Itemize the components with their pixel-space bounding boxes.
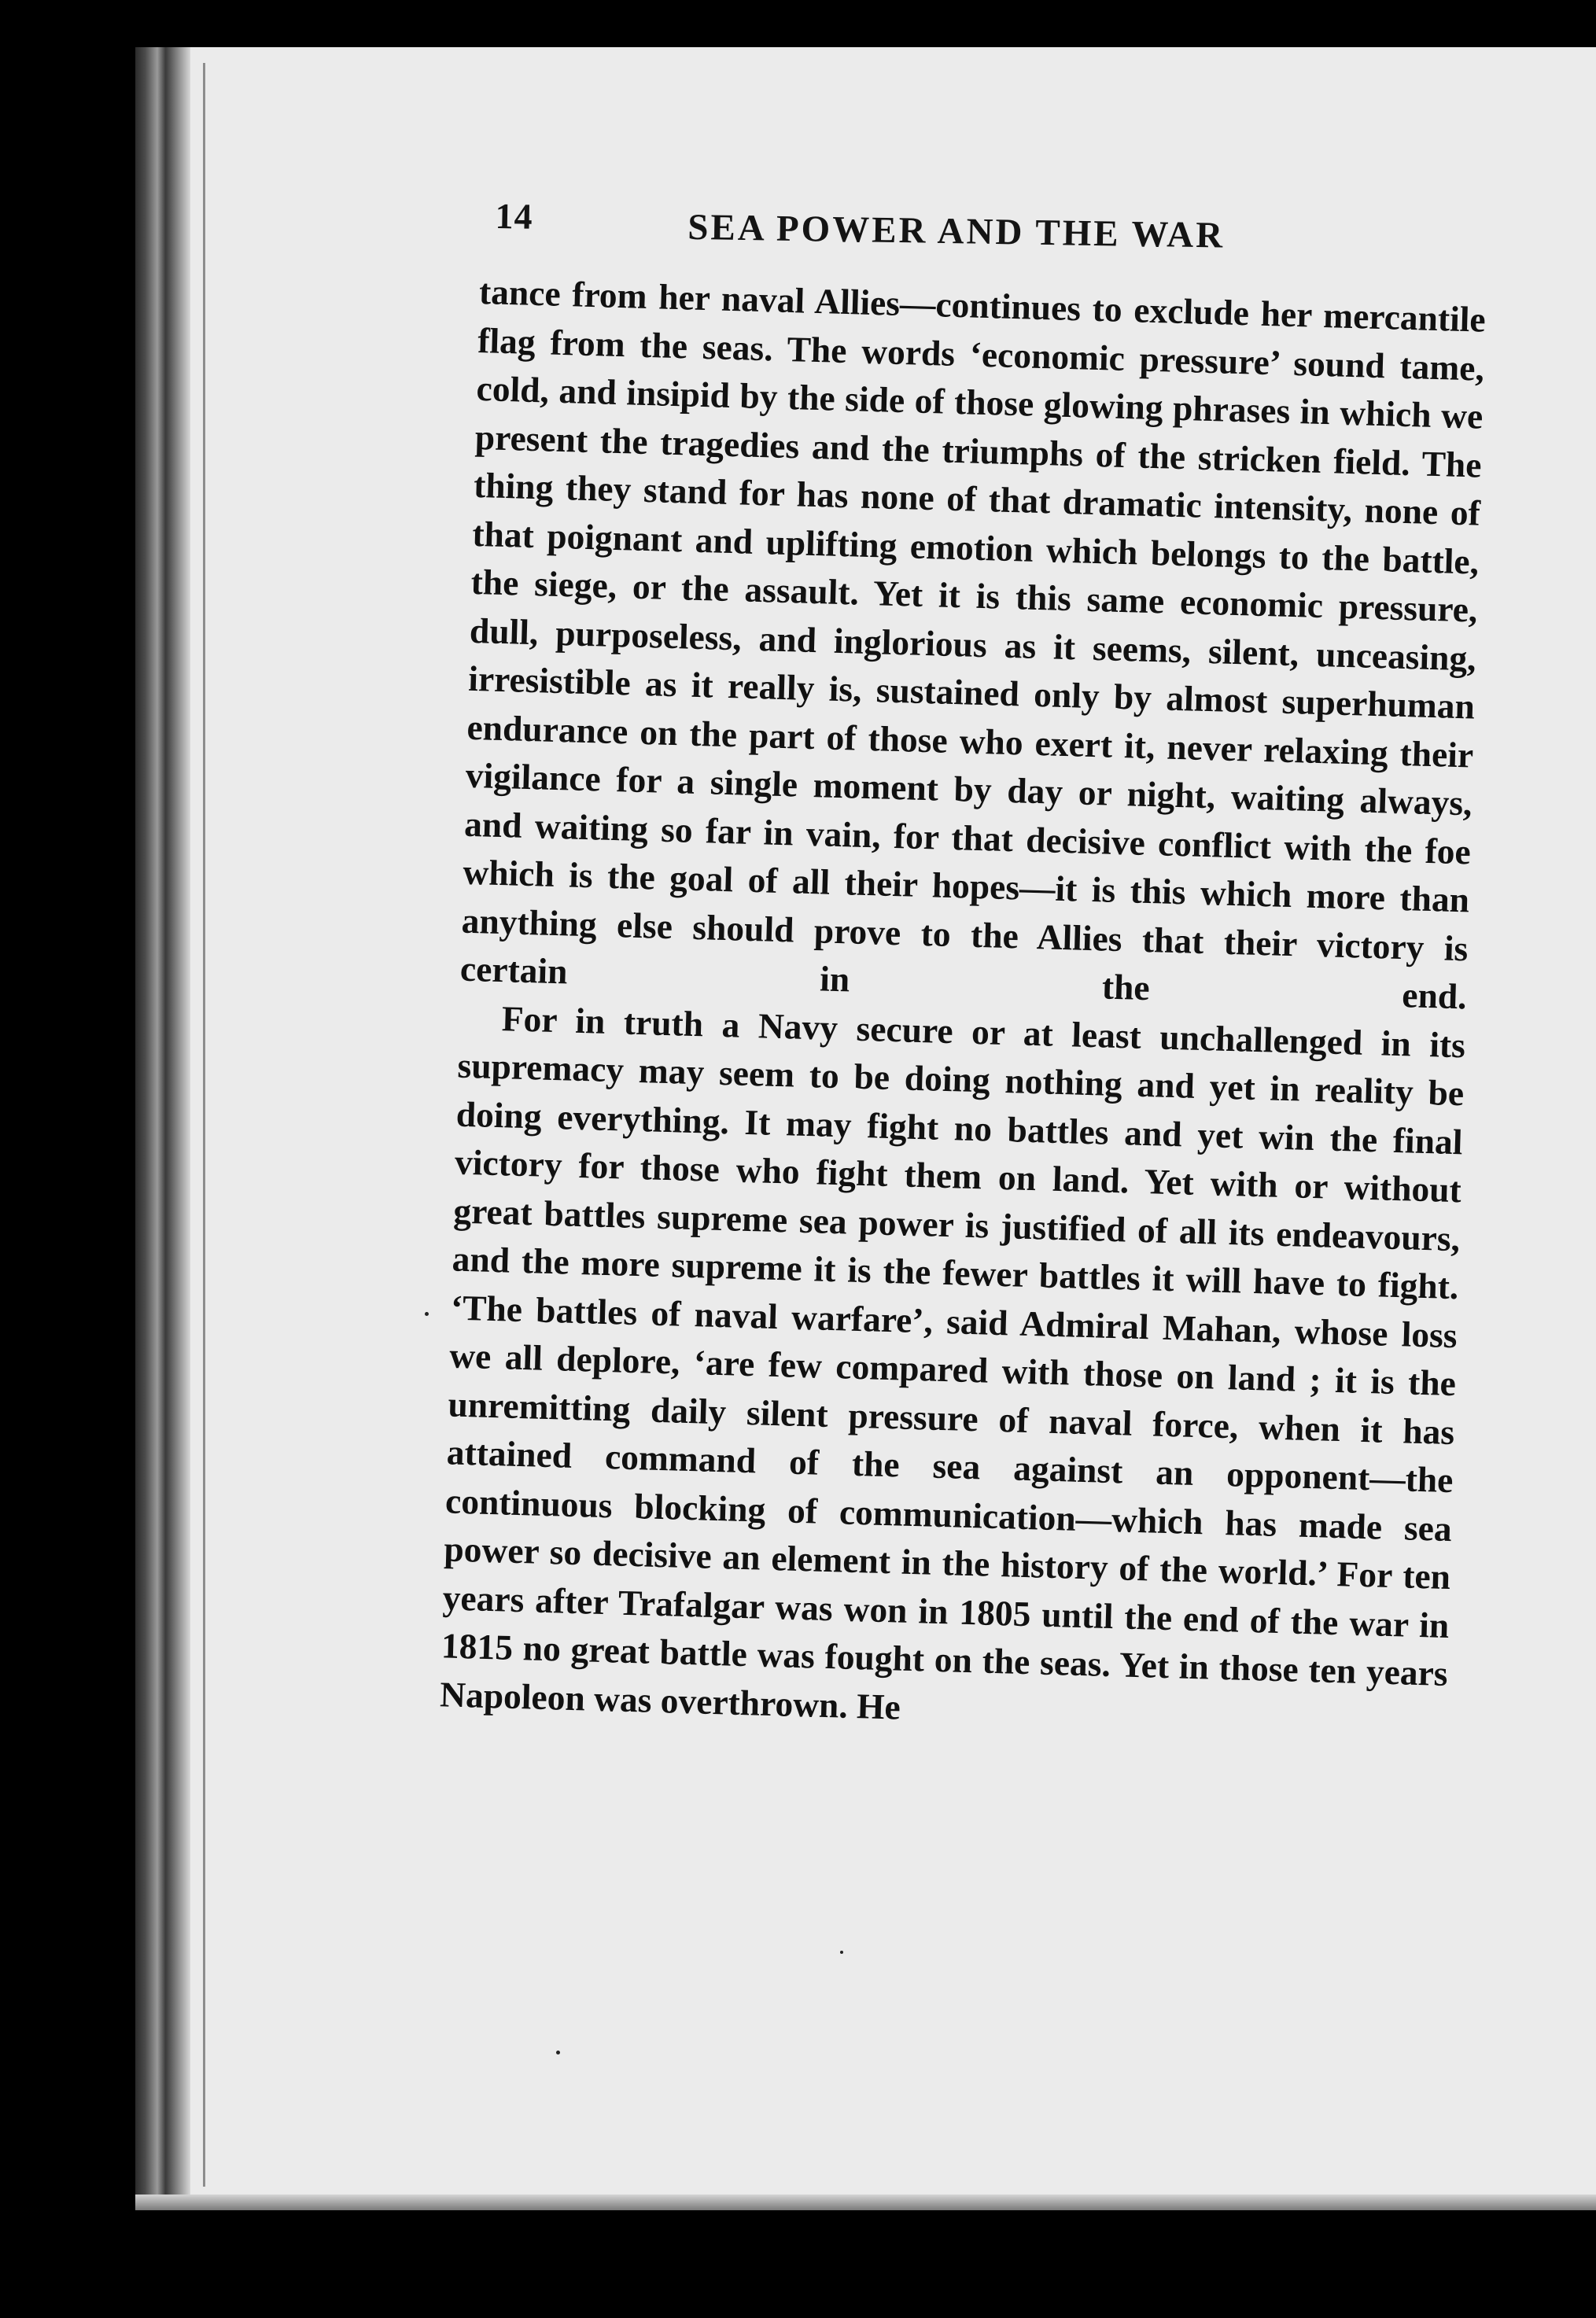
body-text [439, 267, 1486, 1746]
binding-line [203, 63, 205, 2187]
scan-speck [840, 1951, 843, 1954]
scan-speck [425, 1312, 429, 1316]
page-bottom-edge [135, 2195, 1596, 2210]
paragraph: tance from her naval Allies—continues to exclude her mercantile flag from the seas. The words ‘economic pressure’ sound tame, cold, and insipid by the side of those glowing phrases in which we present the tragedies and the triumphs of the stricken field. The thing they stand for has none of that dramatic intensity, none of that poignant and uplifting emotion which belongs to the battle, the siege, or the assault. Yet it is this same economic pressure, dull, purposeless, and inglorious as it seems, silent, unceasing, irresistible as it really is, sustained only by almost superhuman endurance on the part of those who exert it, never relaxing their vigilance for a single moment by day or night, waiting always, and waiting so far in vain, for that decisive conflict with the foe which is the goal of all their hopes—it is this which more than anything else should prove to the Allies that their victory is certain in the end. [459, 271, 1487, 1017]
book-binding-edge [135, 47, 190, 2210]
running-title: SEA POWER AND THE WAR [687, 206, 1226, 256]
scan-speck [556, 2051, 560, 2055]
page-number: 14 [495, 195, 533, 237]
paragraph: For in truth a Navy secure or at least unchallenged in its supremacy may seem to be doing nothing and yet in reality be doing everything. It may fight no battles and yet win the final victory for those who fight them on land. Yet with or without great battles supreme sea power is justified of all its endeavours, and the more supreme it is the fewer battles it will have to fight. ‘The battles of naval warfare’, said Admiral Mahan, whose loss we all deplore, ‘are few compared with those on land ; it is the unremitting daily silent pressure of naval force, when it has attained command of the sea against an opponent—the continuous blocking of communication—which has made sea power so decisive an element in the history of the world.’ For ten years after Trafalgar was won in 1805 until the end of the war in 1815 no great battle was fought on the seas. Yet in those ten years Napoleon was overthrown. He [439, 997, 1466, 1727]
